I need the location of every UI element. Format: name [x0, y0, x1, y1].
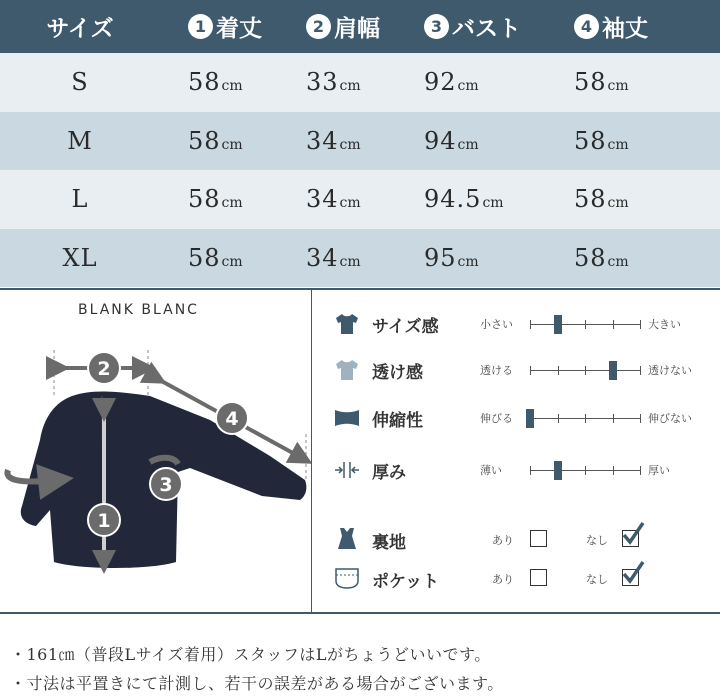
scale-tick — [558, 414, 559, 423]
option-label: 裏地 — [372, 533, 406, 553]
option-label: ポケット — [372, 572, 440, 592]
stretch-fabric-icon — [334, 405, 360, 431]
rating-scale — [530, 324, 640, 325]
sleeve-value: 58cm — [574, 68, 629, 97]
bust-value: 95cm — [424, 243, 479, 272]
scale-tick — [640, 320, 641, 329]
bust-value: 94cm — [424, 126, 479, 155]
option-yes-label: あり — [492, 534, 514, 547]
attribute-label: 伸縮性 — [372, 410, 423, 431]
product-info-panel — [0, 288, 720, 614]
badge-3 — [150, 468, 182, 500]
attribute-0 — [330, 309, 710, 339]
length-value: 58cm — [188, 243, 243, 272]
scale-tick — [613, 320, 614, 329]
rating-marker — [609, 361, 617, 380]
scale-high-label: 透けない — [648, 364, 692, 377]
header-sleeve: 4 袖丈 — [574, 10, 648, 43]
brand-logo: BLANK BLANC — [78, 302, 199, 318]
attribute-2 — [330, 403, 710, 433]
rating-marker — [526, 409, 534, 428]
scale-tick — [530, 320, 531, 329]
note-staff-fit: ・161㎝（普段Lサイズ着用）スタッフはLがちょうどいいです。 — [10, 645, 491, 664]
header-size: サイズ — [46, 16, 114, 42]
shoulder-value: 34cm — [306, 126, 361, 155]
svg-text:2: 2 — [97, 358, 111, 380]
length-value: 58cm — [188, 126, 243, 155]
rating-marker — [554, 315, 562, 334]
option-no-checkbox — [622, 569, 639, 586]
option-no-checkbox — [622, 530, 639, 547]
scale-tick — [530, 466, 531, 475]
shoulder-value: 33cm — [306, 68, 361, 97]
scale-high-label: 大きい — [648, 318, 681, 331]
scale-tick — [613, 414, 614, 423]
rating-scale — [530, 470, 640, 471]
size-table — [0, 0, 720, 287]
svg-text:1: 1 — [97, 510, 111, 532]
size-row-s — [0, 53, 720, 112]
sleeve-value: 58cm — [574, 126, 629, 155]
option-no-label: なし — [586, 573, 608, 586]
notes — [10, 640, 710, 696]
cardigan-measurement-diagram — [0, 330, 311, 616]
tshirt-light-icon — [334, 357, 360, 383]
sleeve-value: 58cm — [574, 185, 629, 214]
pocket-icon — [334, 565, 360, 591]
size-label: XL — [62, 243, 98, 272]
attribute-label: サイズ感 — [372, 316, 439, 337]
number-badge-4: 4 — [574, 14, 599, 39]
check-icon — [621, 560, 645, 590]
option-no-label: なし — [586, 534, 608, 547]
badge-2 — [88, 352, 120, 384]
badge-1 — [88, 504, 120, 536]
scale-tick — [585, 366, 586, 375]
bust-value: 94.5cm — [424, 185, 504, 214]
size-label: S — [71, 68, 89, 97]
option-yes-checkbox — [530, 530, 547, 547]
rating-scale — [530, 370, 640, 371]
scale-tick — [640, 366, 641, 375]
size-label: L — [71, 185, 89, 214]
scale-tick — [530, 366, 531, 375]
scale-high-label: 厚い — [648, 464, 670, 477]
header-shoulder: 2 肩幅 — [306, 10, 380, 43]
svg-text:3: 3 — [159, 474, 173, 496]
size-row-xl — [0, 229, 720, 288]
header-bust: 3 バスト — [424, 10, 521, 43]
size-row-m — [0, 112, 720, 171]
attribute-label: 厚み — [372, 462, 406, 483]
tshirt-dark-icon — [334, 311, 360, 337]
rating-marker — [554, 461, 562, 480]
sleeve-value: 58cm — [574, 243, 629, 272]
scale-tick — [558, 366, 559, 375]
option-yes-checkbox — [530, 569, 547, 586]
size-row-l — [0, 170, 720, 229]
option-yes-label: あり — [492, 573, 514, 586]
scale-low-label: 透ける — [480, 364, 513, 377]
svg-text:4: 4 — [225, 408, 239, 430]
header-length: 1 着丈 — [188, 10, 262, 43]
note-measurement: ・寸法は平置きにて計測し、若干の誤差がある場合がございます。 — [10, 674, 504, 693]
scale-tick — [613, 466, 614, 475]
option-0 — [330, 524, 710, 554]
scale-low-label: 小さい — [480, 318, 513, 331]
length-value: 58cm — [188, 185, 243, 214]
scale-tick — [640, 466, 641, 475]
shoulder-value: 34cm — [306, 243, 361, 272]
panel-divider — [311, 290, 312, 612]
scale-tick — [585, 320, 586, 329]
number-badge-3: 3 — [424, 14, 449, 39]
scale-low-label: 薄い — [480, 464, 502, 477]
length-value: 58cm — [188, 68, 243, 97]
scale-tick — [640, 414, 641, 423]
scale-high-label: 伸びない — [648, 412, 692, 425]
size-label: M — [67, 126, 93, 155]
scale-low-label: 伸びる — [480, 412, 513, 425]
attribute-label: 透け感 — [372, 362, 423, 383]
size-table-body — [0, 53, 720, 287]
badge-4 — [216, 402, 248, 434]
attribute-1 — [330, 355, 710, 385]
attribute-3 — [330, 455, 710, 485]
option-1 — [330, 563, 710, 593]
shoulder-value: 34cm — [306, 185, 361, 214]
rating-scale — [530, 418, 640, 419]
scale-tick — [585, 466, 586, 475]
number-badge-2: 2 — [306, 14, 331, 39]
number-badge-1: 1 — [188, 14, 213, 39]
scale-tick — [585, 414, 586, 423]
lining-icon — [334, 526, 360, 552]
size-table-header — [0, 0, 720, 53]
check-icon — [621, 521, 645, 551]
bust-value: 92cm — [424, 68, 479, 97]
thickness-icon — [334, 457, 360, 483]
